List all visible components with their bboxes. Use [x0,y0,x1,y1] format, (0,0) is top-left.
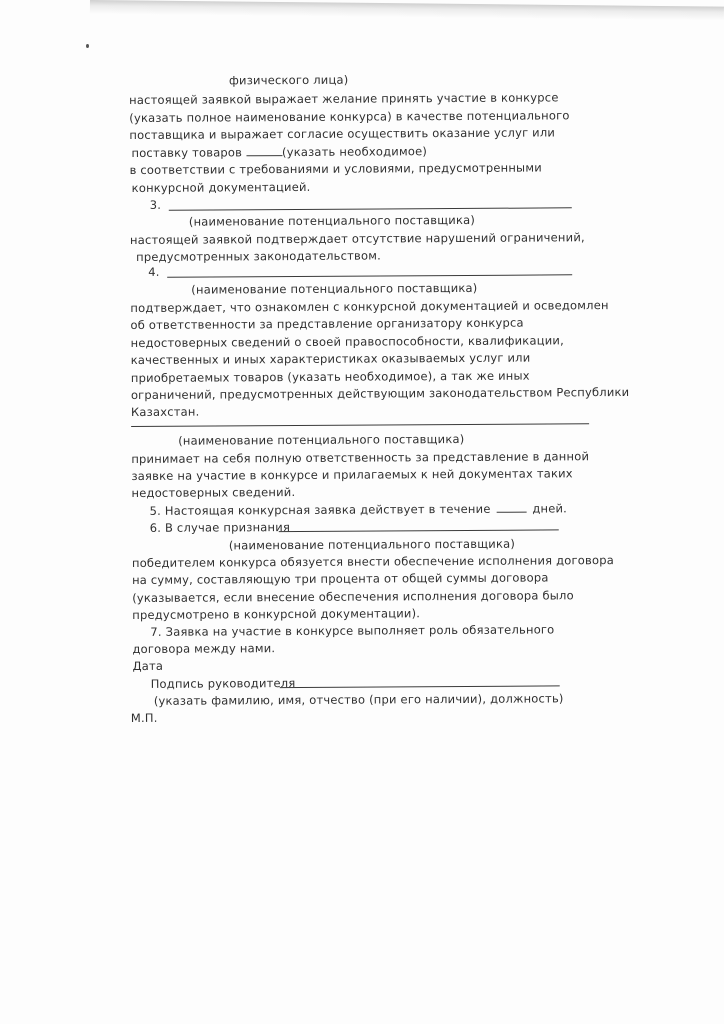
text-fragment: (указать необходимое) [281,144,428,160]
text-line: приобретаемых товаров (указать необходимое), а так же иных [130,368,530,386]
text-line: 6. В случае признания [149,520,291,535]
fill-in-line [169,207,572,210]
stamp-label: М.П. [130,710,158,726]
text-line: (наименование потенциального поставщика) [188,212,476,229]
text-fragment: дней. [532,501,568,516]
fill-in-blank [246,145,282,156]
text-line: в соответствии с требованиями и условиями, предусмотренными [129,160,542,178]
text-line: настоящей заявкой выражает желание принять участие в конкурсе [129,90,559,108]
text-fragment: поставку товаров [131,145,243,160]
text-line: поставщика и выражает согласие осуществить оказание услуг или [129,125,556,143]
text-line: Казахстан. [130,404,200,419]
item-number: 4. [148,264,160,279]
text-line: договора между нами. [132,641,276,656]
text-line: предусмотрено в конкурсной документации). [132,606,421,622]
text-line: (наименование потенциального поставщика) [228,536,516,553]
fill-in-line [131,423,589,427]
text-line: (наименование потенциального поставщика) [178,431,465,448]
text-line: качественных и иных характеристиках оказываемых услуг или [130,350,531,368]
text-line: (указать фамилию, имя, отчество (при его наличии), должность) [153,691,564,708]
text-line: подтверждает, что ознакомлен с конкурсной документацией и осведомлен [130,298,609,316]
text-line: на сумму, составляющую три процента от общей суммы договора [132,570,549,587]
date-label: Дата [132,658,164,673]
fill-in-line [167,274,572,277]
signature-label: Подпись руководителя [150,676,296,691]
text-line: предусмотренных законодательством. [136,248,382,264]
text-line: конкурсной документацией. [131,179,311,195]
text-line: 7. Заявка на участие в конкурсе выполняет роль обязательного [150,622,555,639]
signature-line [280,685,560,688]
item-number: 3. [149,197,162,212]
text-line: об ответственности за представление организатору конкурса [130,315,524,333]
text-line: принимает на себя полную ответственность за представление в данной [131,449,590,466]
text-line: заявке на участие в конкурсе и прилагаемых к ней документах таких [131,466,573,483]
text-fragment: 5. Настоящая конкурсная заявка действует в течение [149,501,491,518]
text-line [150,501,567,518]
fill-in-blank [496,502,526,513]
text-line: недостоверных сведений. [131,484,296,500]
text-line: ограничений, предусмотренных действующим законодательством Республики [130,384,630,403]
text-line: победителем конкурса обязуется внести обеспечение исполнения договора [131,553,614,570]
text-line: (указывается, если внесение обеспечения исполнения договора было [132,588,574,605]
text-line [131,144,427,160]
fill-in-line [279,529,559,532]
text-line: недостоверных сведений о своей правоспособности, квалификации, [130,333,564,351]
text-line: (указать полное наименование конкурса) в качестве потенциального [129,108,570,126]
text-line: (наименование потенциального поставщика) [191,280,478,297]
text-line: настоящей заявкой подтверждает отсутствие нарушений ограничений, [129,230,585,248]
text-line: физического лица) [228,72,349,88]
